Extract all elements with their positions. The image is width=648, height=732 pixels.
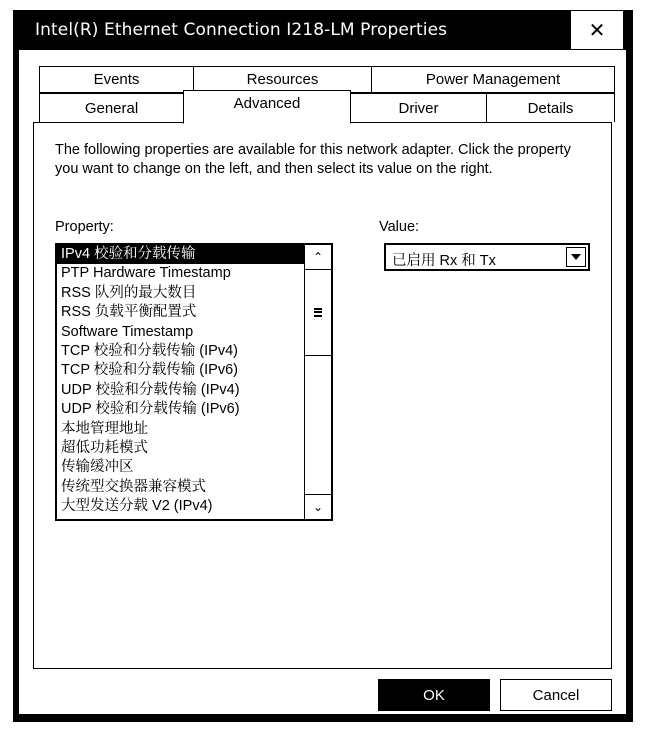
tab-details[interactable] — [486, 93, 615, 122]
tab-label: Advanced — [233, 95, 301, 112]
property-label: Property: — [55, 219, 114, 235]
tab-label: Power Management — [425, 71, 561, 88]
property-list-item[interactable]: 本地管理地址 — [61, 420, 148, 437]
property-list-item[interactable]: 超低功耗模式 — [61, 439, 148, 456]
window-title: Intel(R) Ethernet Connection I218-LM Properties — [35, 20, 448, 40]
close-icon: ✕ — [588, 18, 606, 42]
tab-power-management[interactable] — [371, 66, 615, 93]
chevron-down-icon — [571, 254, 581, 260]
value-dropdown-text: 已启用 Rx 和 Tx — [392, 253, 496, 269]
scroll-up-button[interactable] — [305, 245, 331, 270]
property-list-item[interactable]: RSS 负载平衡配置式 — [61, 304, 197, 321]
scroll-thumb[interactable] — [305, 269, 331, 356]
description-text: The following properties are available for this network adapter. Click the property you want to change on the left, and then select its value on the right. — [55, 142, 571, 177]
tab-advanced[interactable] — [183, 90, 351, 124]
dropdown-arrow-button[interactable] — [566, 247, 586, 267]
property-list-item[interactable]: 大型发送分载 V2 (IPv4) — [61, 498, 213, 515]
value-label: Value: — [379, 219, 420, 235]
chevron-up-icon: ⌃ — [312, 250, 324, 264]
property-list-item[interactable]: 传输缓冲区 — [61, 459, 134, 476]
chevron-down-icon: ⌄ — [312, 500, 324, 514]
tab-label: Resources — [246, 71, 319, 88]
title-bar[interactable] — [13, 10, 633, 50]
property-list-item[interactable]: TCP 校验和分载传输 (IPv6) — [61, 362, 238, 379]
tab-general[interactable] — [39, 93, 184, 122]
tab-label: General — [84, 99, 139, 117]
tab-resources[interactable] — [193, 66, 372, 93]
grip-icon — [314, 308, 322, 317]
tab-label: Events — [93, 71, 140, 88]
tab-label: Driver — [398, 99, 439, 117]
value-dropdown[interactable] — [384, 243, 590, 271]
ok-button[interactable]: OK — [378, 679, 490, 711]
dialog-client-area — [19, 50, 626, 714]
property-list-item[interactable]: Software Timestamp — [61, 323, 194, 340]
advanced-panel — [33, 122, 612, 669]
tab-label: Details — [527, 99, 574, 117]
property-list-item[interactable]: TCP 校验和分载传输 (IPv4) — [61, 342, 238, 359]
property-list-item[interactable]: IPv4 校验和分载传输 — [57, 245, 305, 264]
properties-dialog — [13, 10, 633, 722]
property-list-item[interactable]: UDP 校验和分载传输 (IPv4) — [61, 381, 240, 398]
scroll-down-button[interactable] — [305, 494, 331, 519]
cancel-button[interactable]: Cancel — [500, 679, 612, 711]
property-listbox[interactable] — [55, 243, 333, 521]
vertical-scrollbar[interactable] — [304, 245, 331, 519]
property-list-item[interactable]: PTP Hardware Timestamp — [61, 265, 231, 282]
close-button[interactable] — [570, 10, 624, 50]
property-list-item[interactable]: 传统型交换器兼容模式 — [61, 478, 206, 495]
property-list-item[interactable]: UDP 校验和分载传输 (IPv6) — [61, 401, 240, 418]
tab-events[interactable] — [39, 66, 194, 93]
tab-driver[interactable] — [350, 93, 487, 122]
property-list-item[interactable]: RSS 队列的最大数目 — [61, 284, 197, 301]
property-list — [57, 245, 305, 516]
